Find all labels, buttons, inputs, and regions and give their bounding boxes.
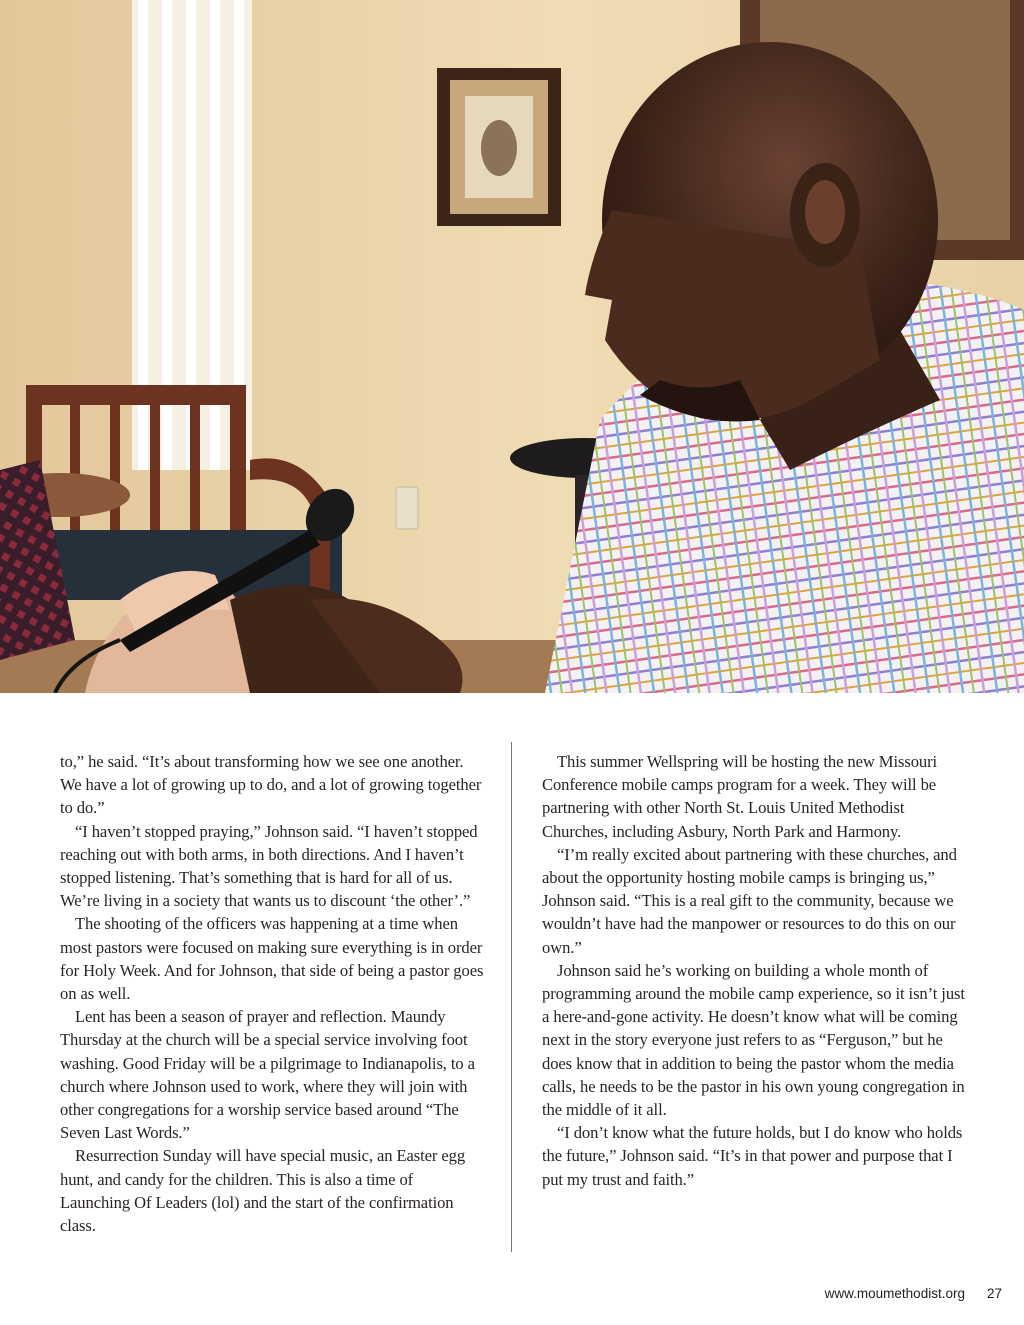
paragraph: Resurrection Sunday will have special music, an Easter egg hunt, and candy for the children. This is also a time of Launching Of Leaders (lol) and the start of the confirmation class. [60, 1146, 466, 1236]
column-divider [511, 742, 512, 1252]
paragraph: “I don’t know what the future holds, but I do know who holds the future,” Johnson said. “It’s in that power and purpose that I put my trust and faith.” [542, 1123, 963, 1189]
paragraph: This summer Wellspring will be hosting the new Missouri Conference mobile camps program for a week. They will be partnering with other North St. Louis United Methodist Churches, including Asbury, North Park and Harmony. [542, 752, 938, 841]
paragraph: “I’m really excited about partnering with these churches, and about the opportunity hosting mobile camps is bringing us,” Johnson said. “This is a real gift to the community, because we wouldn’t have had the manpower or resources to do this on our own.” [542, 844, 957, 957]
right-column [542, 750, 970, 1191]
left-column [60, 750, 484, 1237]
paragraph: to,” he said. “It’s about transforming how we see one another. We have a lot of growing up to do, and a lot of growing together to do.” [60, 752, 482, 818]
paragraph: Lent has been a season of prayer and reflection. Maundy Thursday at the church will be a special service involving foot washing. Good Friday will be a pilgrimage to Indianapolis, to a church where Johnson used to work, where they will join with other congregations for a worship service based around “The Seven Last Words.” [60, 1007, 475, 1143]
paragraph: The shooting of the officers was happening at a time when most pastors were focused on making sure everything is in order for Holy Week. And for Johnson, that side of being a pastor goes on as well. [60, 914, 484, 1004]
page-footer [825, 1286, 1002, 1301]
paragraph: “I haven’t stopped praying,” Johnson said. “I haven’t stopped reaching out with both arms, in both directions. And I haven’t stopped listening. That’s something that is hard for all of us. We’re living in a society that wants us to discount ‘the other’.” [60, 821, 478, 911]
paragraph: Johnson said he’s working on building a whole month of programming around the mobile camp experience, so it isn’t just a here-and-gone activity. He doesn’t know what will be coming next in the story everyone just refers to as “Ferguson,” but he does know that in addition to being the pastor whom the media calls, he needs to be the pastor in his own young congregation in the middle of it all. [542, 960, 965, 1120]
page-number: 27 [986, 1286, 1002, 1301]
footer-website-link[interactable]: www.moumethodist.org [824, 1286, 965, 1301]
